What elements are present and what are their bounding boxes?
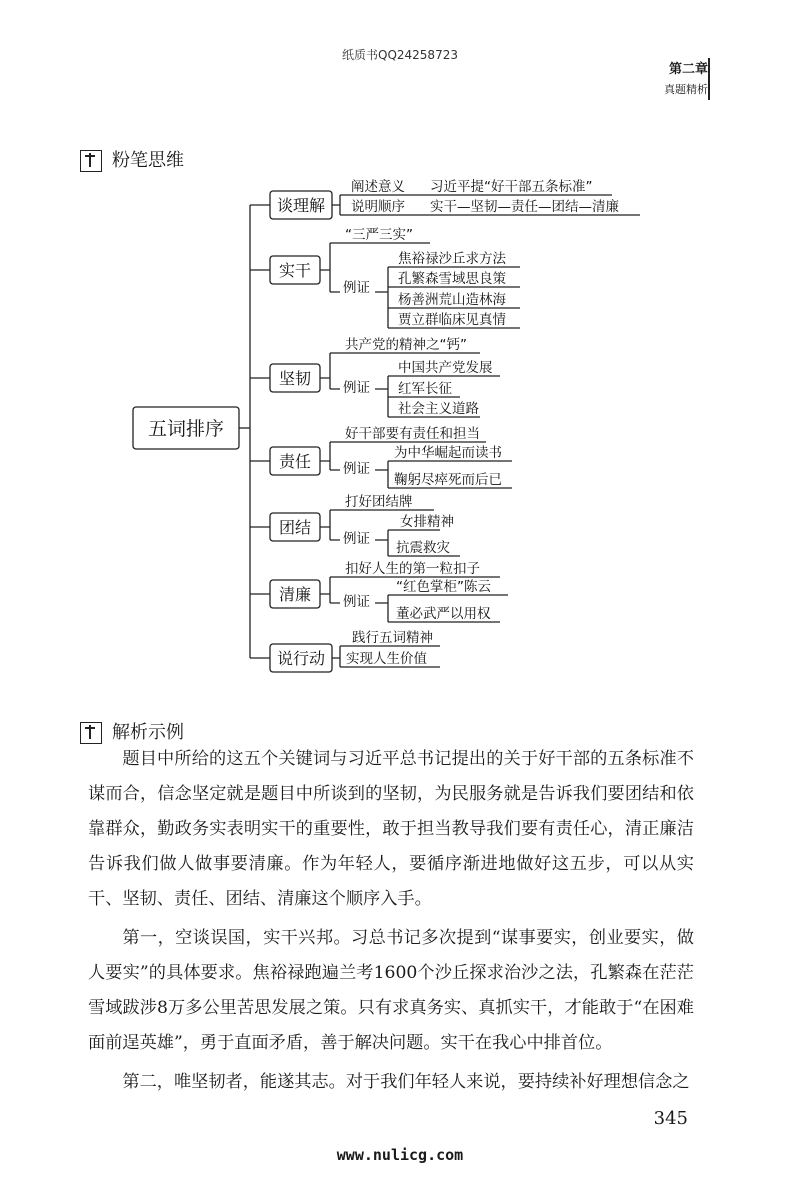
chapter-title: 第二章 (668, 62, 708, 77)
node-text: 董必武严以用权 (396, 606, 491, 622)
node-text: 孔繁森雪域思良策 (398, 271, 506, 287)
watermark-text: 纸质书QQ24258723 (342, 48, 458, 62)
node-text: 好干部要有责任和担当 (345, 426, 480, 442)
node-text: “三严三实” (345, 227, 413, 243)
section-heading-thinking (80, 146, 184, 172)
node-text: 女排精神 (400, 514, 454, 530)
node-text: 贾立群临床见真情 (398, 312, 506, 328)
node-text: 实干—坚韧—责任—团结—清廉 (430, 199, 619, 215)
node-text: 阐述意义 (351, 179, 405, 195)
node-text: 焦裕禄沙丘求方法 (398, 251, 506, 267)
branch-practice: 实干 (278, 261, 312, 280)
mindmap (0, 170, 800, 690)
node-text: 实现人生价值 (346, 651, 427, 667)
node-text: 例证 (343, 531, 370, 547)
paragraph: 题目中所给的这五个关键词与习近平总书记提出的关于好干部的五条标准不谋而合，信念坚定就是题目中所谈到的坚韧，为民服务就是告诉我们要团结和依靠群众，勤政务实表明实干的重要性，敢于担当教导我们要有责任心，清正廉洁告诉我们做人做事要清廉。作为年轻人，要循序渐进地做好这五步，可以从实干、坚韧、责任、团结、清廉这个顺序入手。 (88, 749, 694, 909)
node-text: 共产党的精神之“钙” (345, 337, 467, 353)
node-text: 例证 (343, 461, 370, 477)
node-text: 扣好人生的第一粒扣子 (345, 561, 480, 577)
chalk-icon (80, 150, 102, 172)
section-title: 粉笔思维 (112, 150, 184, 171)
node-text: 习近平提“好干部五条标准” (430, 179, 593, 195)
node-text: 例证 (343, 280, 370, 296)
body-text (88, 742, 694, 1100)
chapter-header (664, 60, 708, 100)
node-text: “红色掌柜”陈云 (396, 579, 491, 595)
node-text: 说明顺序 (351, 199, 405, 215)
node-text: 社会主义道路 (398, 401, 479, 417)
analysis-icon (80, 722, 102, 744)
paragraph: 第二，唯坚韧者，能遂其志。对于我们年轻人来说，要持续补好理想信念之 (122, 1072, 690, 1092)
branch-integrity: 清廉 (278, 585, 312, 604)
node-text: 为中华崛起而读书 (394, 445, 502, 461)
branch-tenacity: 坚韧 (278, 369, 312, 388)
branch-unity: 团结 (278, 518, 312, 537)
mindmap-root: 五词排序 (147, 418, 225, 440)
node-text: 打好团结牌 (345, 494, 413, 510)
node-text: 抗震救灾 (396, 540, 450, 556)
branch-understanding: 谈理解 (276, 196, 326, 215)
node-text: 中国共产党发展 (398, 360, 493, 376)
page-number: 345 (653, 1108, 688, 1129)
footer-url: www.nulicg.com (336, 1146, 464, 1164)
node-text: 红军长征 (398, 381, 452, 397)
node-text: 例证 (343, 380, 370, 396)
branch-responsibility: 责任 (278, 452, 312, 471)
node-text: 鞠躬尽瘁死而后已 (394, 472, 502, 488)
branch-action: 说行动 (276, 649, 326, 668)
paragraph: 第一，空谈误国，实干兴邦。习总书记多次提到“谋事要实，创业要实，做人要实”的具体要求。焦裕禄跑遍兰考1600个沙丘探求治沙之法，孔繁森在茫茫雪域跋涉8万多公里苦思发展之策。只有求真务实、真抓实干，才能敢于“在困难面前逞英雄”，勇于直面矛盾，善于解决问题。实干在我心中排首位。 (88, 928, 694, 1053)
chapter-subtitle: 真题精析 (664, 83, 708, 96)
node-text: 例证 (343, 594, 370, 610)
section-title: 解析示例 (112, 722, 184, 743)
section-heading-analysis (80, 718, 184, 744)
node-text: 杨善洲荒山造林海 (398, 292, 506, 308)
node-text: 践行五词精神 (352, 630, 433, 646)
chapter-divider (708, 58, 710, 100)
